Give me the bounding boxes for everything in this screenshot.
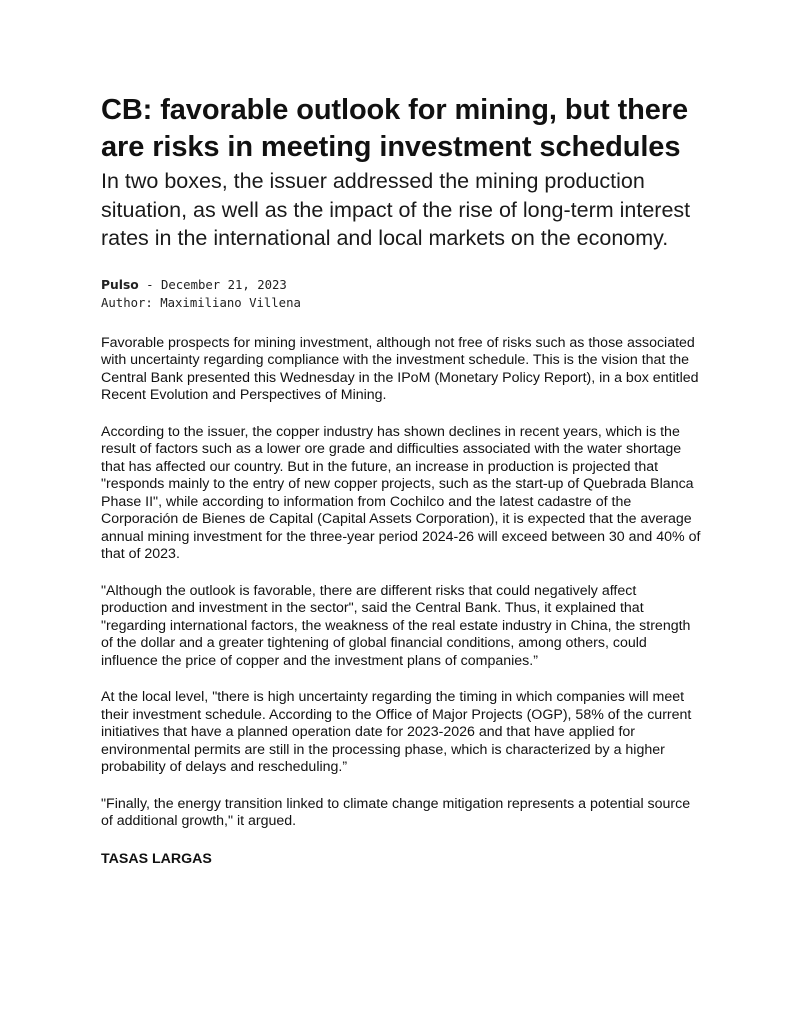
article-author: Author: Maximiliano Villena	[101, 295, 301, 310]
byline-separator: -	[138, 277, 161, 292]
article-headline: CB: favorable outlook for mining, but there are risks in meeting investment schedules	[101, 94, 688, 163]
article-subtitle: In two boxes, the issuer addressed the mining production situation, as well as the impact of the rise of long-term interest rates in the international and local markets on the economy.	[101, 169, 691, 250]
body-paragraph: At the local level, "there is high uncertainty regarding the timing in which companies will meet their investment schedule. According to the Office of Major Projects (OGP), 58% of the current initiatives that have a planned operation date for 2023-2026 and that have applied for environmental permits are still in the processing phase, which is characterized by a higher probability of delays and rescheduling.”	[101, 689, 692, 775]
article-body	[101, 335, 701, 831]
article-meta	[101, 276, 701, 312]
body-paragraph: According to the issuer, the copper industry has shown declines in recent years, which is the result of factors such as a lower ore grade and difficulties associated with the water shortage that has affected our country. But in the future, an increase in production is projected that "responds mainly to the entry of new copper projects, such as the start-up of Quebrada Blanca Phase II", while according to information from Cochilco and the latest cadastre of the Corporación de Bienes de Capital (Capital Assets Corporation), it is expected that the average annual mining investment for the three-year period 2024-26 will exceed between 30 and 40% of that of 2023.	[101, 423, 701, 562]
body-paragraph: "Although the outlook is favorable, there are different risks that could negatively affect production and investment in the sector", said the Central Bank. Thus, it explained that "regarding international factors, the weakness of the real estate industry in China, the strength of the dollar and a greater tightening of global financial conditions, among others, could influence the price of copper and the investment plans of companies.”	[101, 582, 691, 669]
body-paragraph: "Finally, the energy transition linked to climate change mitigation represents a potential source of additional growth," it argued.	[101, 795, 691, 829]
publication-source: Pulso	[101, 277, 139, 292]
body-paragraph: Favorable prospects for mining investment, although not free of risks such as those associated with uncertainty regarding compliance with the investment schedule. This is the vision that the Central Bank presented this Wednesday in the IPoM (Monetary Policy Report), in a box entitled Recent Evolution and Perspectives of Mining.	[101, 334, 699, 403]
byline-line	[101, 276, 701, 294]
publication-date: December 21, 2023	[160, 277, 287, 292]
article	[101, 92, 701, 868]
section-heading: TASAS LARGAS	[101, 850, 212, 867]
